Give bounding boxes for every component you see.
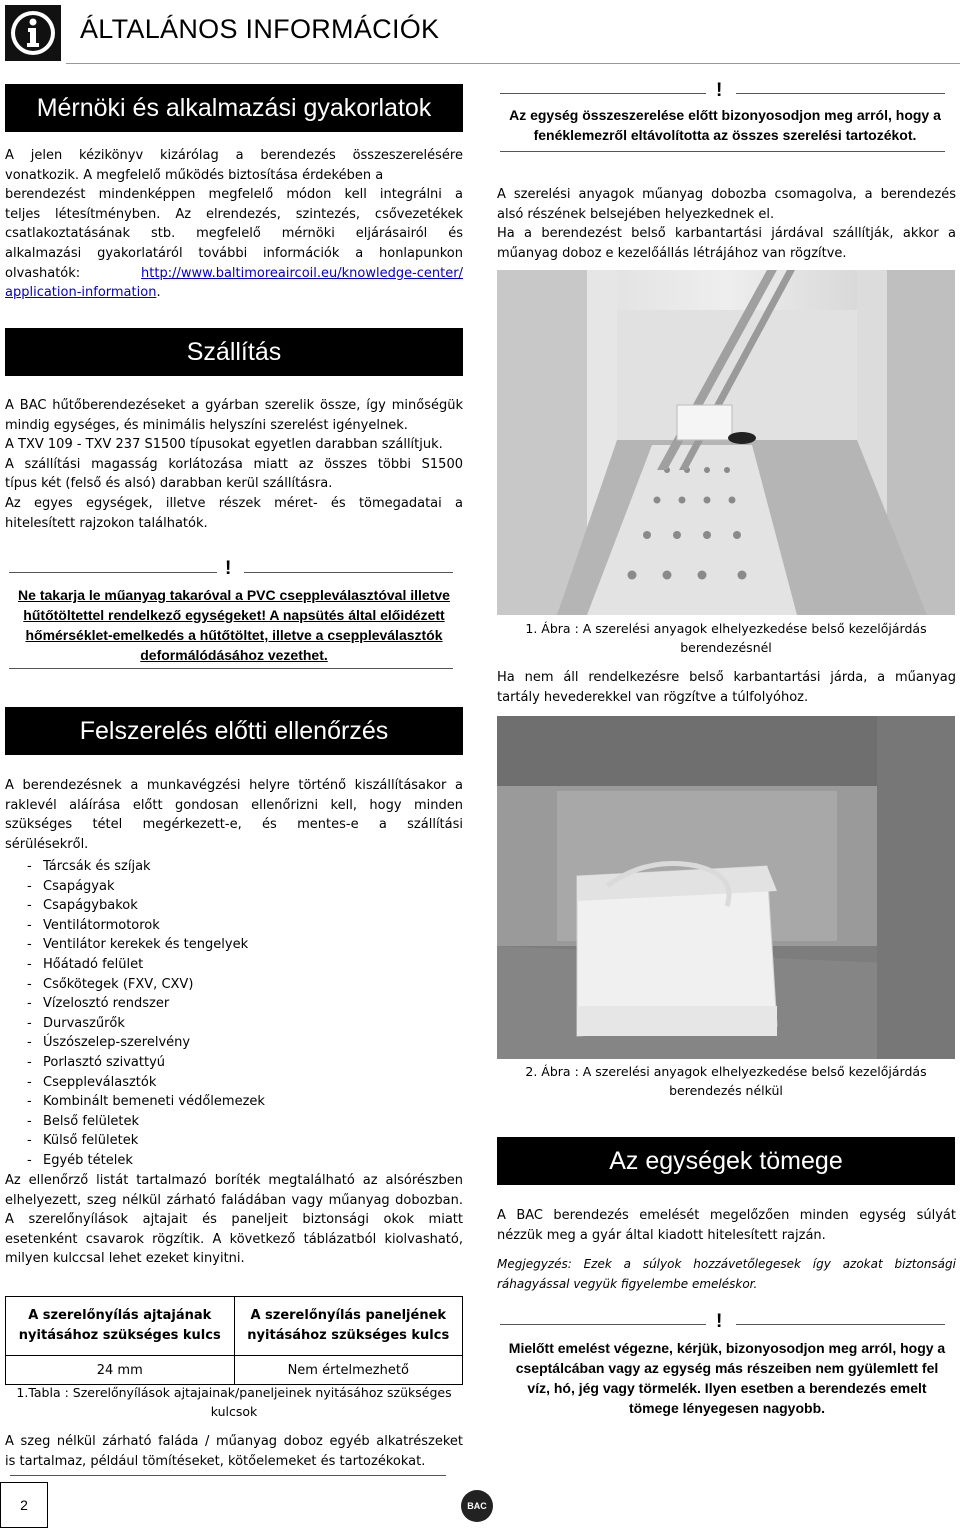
tomeg-note <box>497 1255 956 1294</box>
warning-assembly <box>496 105 954 145</box>
warning-line: víz, hó, jég vagy törmelék. Ilyen esetben a berendezés emelt <box>527 1380 927 1396</box>
page-title: ÁLTALÁNOS INFORMÁCIÓK <box>80 14 440 44</box>
text-line: teljes létesítményben. Az elrendezés, szintezés, csővezetékek <box>5 206 463 222</box>
warning-rule-right <box>736 1324 945 1325</box>
text-line: berendezést mindenképpen megfelelő módon kell integrálni a <box>5 187 463 203</box>
text-line: raklevél aláírása előtt gondosan ellenőrizni kell, hogy minden <box>5 797 463 813</box>
warning-rule-right <box>244 572 453 573</box>
list-item: - Hőátadó felület <box>27 956 144 972</box>
warning-rule-bottom <box>9 668 453 669</box>
list-item: - Tárcsák és szíjak <box>27 859 151 874</box>
text-line: A BAC hűtőberendezéseket a gyárban szerelik össze, így minőségük <box>5 398 463 413</box>
checklist <box>27 857 457 1171</box>
text-line: sérülésekről. <box>5 836 89 852</box>
page-number: 2 <box>0 1482 48 1528</box>
text-line: Az egyes egységek, illetve részek méret- és tömegadatai a <box>5 495 463 511</box>
list-item: - Porlasztó szivattyú <box>27 1054 166 1070</box>
warning-line: deformálódásához vezethet. <box>140 647 328 663</box>
table-cell: 24 mm <box>6 1356 235 1385</box>
section-heading-ellenorzes: Felszerelés előtti ellenőrzés <box>5 707 463 755</box>
knowledge-center-link[interactable]: http://www.baltimoreaircoil.eu/knowledge-center/ <box>141 265 463 281</box>
ellenorzes-text <box>5 776 463 854</box>
table-cell: Nem értelmezhető <box>234 1356 463 1385</box>
text-line: alkalmazási gyakorlatáról további információk a honlapunkon <box>5 245 463 261</box>
text-line: is tartalmaz, például tömítéseket, kötőelemeket és tartozékokat. <box>5 1453 426 1469</box>
list-item: - Ventilátormotorok <box>27 917 160 933</box>
ellenorzes-text-2 <box>5 1171 463 1269</box>
knowledge-center-link-cont[interactable]: application-information <box>5 285 157 301</box>
key-table <box>5 1296 463 1385</box>
list-item: - Kombinált bemeneti védőlemezek <box>27 1094 265 1110</box>
text-line: esetenként csavarok rögzítik. A következő táblázatból kiolvasható, <box>5 1231 463 1247</box>
text-fragment: olvashatók: <box>5 265 81 281</box>
warning-line: hűtőtöltettel rendelkező egységeket! A napsütés által előidézett <box>23 607 445 623</box>
text-line: műanyag doboz e kezelőállás létrájához van rögzítve. <box>497 245 847 261</box>
warning-mark: ! <box>225 558 232 579</box>
warning-line: Az egység összeszerelése előtt bizonyosodjon meg arról, hogy a <box>509 107 941 123</box>
figure-1-photo <box>497 270 955 615</box>
list-item: - Csapágybakok <box>27 898 138 914</box>
warning-rule-right <box>736 93 945 94</box>
warning-line: tömege lényegesen nagyobb. <box>628 1400 826 1416</box>
list-item: - Ventilátor kerekek és tengelyek <box>27 937 249 953</box>
text-line: milyen kulccsal lehet ezeket kinyitni. <box>5 1251 245 1267</box>
warning-line: Ne takarja le műanyag takaróval a PVC cseppleválasztóval illetve <box>18 587 450 603</box>
figure-1-caption: 1. Ábra : A szerelési anyagok elhelyezkedése belső kezelőjárdás berendezésnél <box>525 621 927 655</box>
text-line: vonatkozik. A megfelelő működés biztosítása érdekében a <box>5 167 384 183</box>
list-item: - Cseppleválasztók <box>27 1074 157 1090</box>
title-divider <box>66 63 960 64</box>
right-text <box>497 185 956 263</box>
table-header-cell: A szerelőnyílás ajtajának nyitásához szükséges kulcs <box>6 1297 235 1356</box>
figure-2-caption: 2. Ábra : A szerelési anyagok elhelyezkedése belső kezelőjárdás berendezés nélkül <box>525 1064 927 1098</box>
text-line: A berendezésnek a munkavégzési helyre történő kiszállításakor a <box>5 778 463 793</box>
list-item: - Csapágyak <box>27 878 115 894</box>
text-line: nézzük meg a gyár által kiadott hitelesített rajzán. <box>497 1227 826 1243</box>
text-line: Ha nem áll rendelkezésre belső karbantartási járda, a műanyag <box>497 670 956 685</box>
tomeg-text <box>497 1206 956 1245</box>
text-line: Ha a berendezést belső karbantartási járdával szállítják, akkor a <box>497 226 956 242</box>
text-line: A szállítási magasság korlátozása miatt az összes többi S1500 <box>5 456 463 472</box>
after-figure-1-text <box>497 668 956 707</box>
bottom-text <box>5 1432 463 1471</box>
list-item: - Úszószelep-szerelvény <box>27 1035 191 1051</box>
warning-mark: ! <box>716 1311 723 1332</box>
text-line: A BAC berendezés emelését megelőzően minden egység súlyát <box>497 1208 956 1223</box>
text-line: ráhagyással vegyük figyelembe emeléskor. <box>497 1276 758 1291</box>
mernoki-text <box>5 146 463 303</box>
text-line: típus két (felső és alsó) darabban kerül szállításra. <box>5 476 333 492</box>
text-line <box>5 283 463 303</box>
section-heading-mernoki: Mérnöki és alkalmazási gyakorlatok <box>5 84 463 132</box>
text-line: hitelesített rajzokon találhatók. <box>5 515 208 531</box>
footer-rule <box>10 1475 446 1476</box>
text-fragment: . <box>156 285 161 301</box>
text-line: csatlakoztatásának stb. megfelelő mérnöki eljárásairól és <box>5 226 463 242</box>
bac-logo: BAC <box>461 1490 493 1522</box>
text-line: A szerelési anyagok műanyag dobozba csomagolva, a berendezés <box>497 187 956 202</box>
text-line <box>5 264 463 284</box>
warning-line: hőmérséklet-emelkedés a hűtőtöltet, illetve a cseppleválasztók <box>25 627 443 643</box>
table-header-cell: A szerelőnyílás paneljének nyitásához szükséges kulcs <box>234 1297 463 1356</box>
text-line: elhelyezett, szeg nélkül zárható faládában vagy műanyag dobozban. <box>5 1192 463 1208</box>
section-heading-tomeg: Az egységek tömege <box>497 1137 955 1185</box>
list-item: - Belső felületek <box>27 1113 140 1129</box>
list-item: - Vízelosztó rendszer <box>27 996 170 1012</box>
info-icon <box>5 5 61 61</box>
warning-rule-left <box>9 572 217 573</box>
text-line: A szeg nélkül zárható faláda / műanyag doboz egyéb alkatrészeket <box>5 1434 463 1449</box>
warning-rule-left <box>500 1324 706 1325</box>
text-line: A TXV 109 - TXV 237 S1500 típusokat egyetlen darabban szállítjuk. <box>5 437 443 453</box>
szallitas-text <box>5 396 463 533</box>
warning-rule-left <box>500 93 706 94</box>
warning-lifting <box>496 1338 958 1418</box>
text-line: A jelen kézikönyv kizárólag a berendezés összeszerelésére <box>5 148 463 163</box>
list-item: - Durvaszűrők <box>27 1015 125 1031</box>
section-heading-szallitas: Szállítás <box>5 328 463 376</box>
table-caption: 1.Tabla : Szerelőnyílások ajtajainak/paneljeinek nyitásához szükséges kulcsok <box>16 1385 452 1419</box>
list-item: - Csőkötegek (FXV, CXV) <box>27 976 194 992</box>
text-line: Megjegyzés: Ezek a súlyok hozzávetőlegesek így azokat biztonsági <box>497 1257 956 1271</box>
figure-2-photo <box>497 716 955 1059</box>
table-header-row <box>6 1297 463 1356</box>
text-line: alsó részének belsejében helyezkednek el. <box>497 206 775 222</box>
warning-mark: ! <box>716 80 723 101</box>
warning-transport <box>5 585 463 665</box>
text-line: szükséges tétel megérkezett-e, és mentes-e a szállítási <box>5 817 463 833</box>
list-item: - Egyéb tételek <box>27 1152 133 1168</box>
text-line: mindig egységes, és minimális helyszíni szerelést igényelnek. <box>5 417 408 433</box>
list-item: - Külső felületek <box>27 1133 139 1149</box>
warning-line: Mielőtt emelést végezne, kérjük, bizonyosodjon meg arról, hogy a <box>508 1340 946 1356</box>
warning-line: fenéklemezről eltávolította az összes szerelési tartozékot. <box>533 127 917 143</box>
warning-rule-bottom <box>500 151 945 152</box>
text-line: Az ellenőrző listát tartalmazó boríték megtalálható az alsórészben <box>5 1173 463 1188</box>
table-row <box>6 1356 463 1385</box>
text-line: tartály hevederekkel van rögzítve a túlfolyóhoz. <box>497 689 809 705</box>
warning-line: cseptálcában vagy az egység más részeiben nem gyülemlett fel <box>515 1360 939 1376</box>
text-line: A szerelőnyílások ajtajait és paneljeit biztonsági okok miatt <box>5 1212 463 1228</box>
